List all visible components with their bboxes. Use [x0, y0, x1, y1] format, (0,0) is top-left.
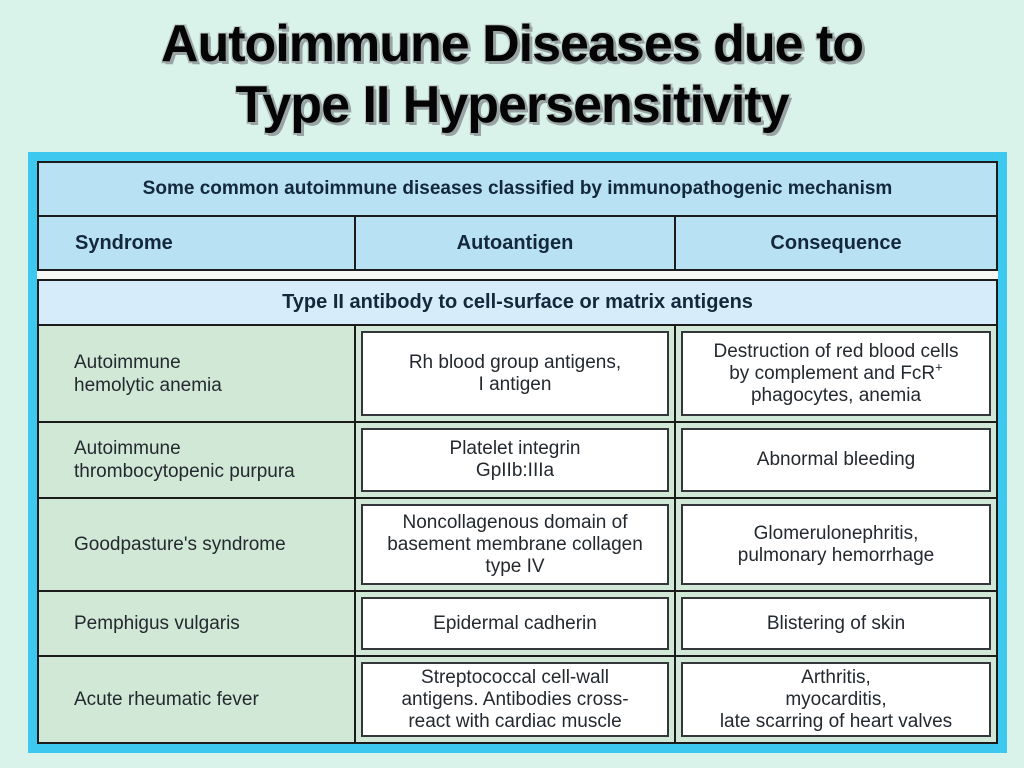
section-header-type2: Type II antibody to cell-surface or matrix antigens	[39, 281, 996, 326]
column-header-consequence: Consequence	[770, 231, 902, 254]
autoantigen-box	[361, 504, 669, 585]
consequence-text-line: by complement and FcR+	[729, 359, 943, 384]
column-header-syndrome: Syndrome	[39, 217, 356, 269]
consequence-box	[681, 428, 991, 492]
autoantigen-text-line: GpIIb:IIIa	[475, 460, 555, 481]
column-header-row	[39, 217, 996, 269]
consequence-text-line: pulmonary hemorrhage	[737, 544, 935, 566]
syndrome-text-line: Goodpasture's syndrome	[74, 534, 286, 555]
autoantigen-text-line: react with cardiac muscle	[408, 710, 622, 732]
syndrome-text-line: thrombocytopenic purpura	[74, 461, 295, 482]
syndrome-text-line: Pemphigus vulgaris	[74, 613, 240, 634]
table-body-block	[37, 279, 998, 744]
consequence-box	[681, 662, 991, 737]
consequence-cell	[676, 592, 996, 655]
autoantigen-text-line: Noncollagenous domain of	[402, 511, 628, 533]
autoantigen-box	[361, 662, 669, 737]
syndrome-text-line: Autoimmune	[74, 438, 181, 459]
consequence-text-line: Glomerulonephritis,	[753, 522, 919, 544]
consequence-box	[681, 504, 991, 585]
syndrome-cell	[39, 423, 356, 497]
consequence-box	[681, 331, 991, 416]
autoantigen-cell	[356, 592, 676, 655]
title-line-1: Autoimmune Diseases due to	[160, 15, 864, 73]
autoantigen-box	[361, 331, 669, 416]
column-header-autoantigen: Autoantigen	[356, 217, 676, 269]
slide-title	[0, 14, 1024, 136]
table-row	[39, 423, 996, 499]
autoantigen-cell	[356, 423, 676, 497]
autoantigen-text-line: I antigen	[478, 373, 552, 395]
syndrome-cell	[39, 326, 356, 421]
consequence-text-line: late scarring of heart valves	[719, 710, 953, 732]
fcr-superscript: +	[935, 359, 943, 375]
immunopathogenic-table	[37, 161, 998, 744]
autoantigen-text-line: Platelet integrin	[449, 438, 581, 459]
table-row	[39, 657, 996, 742]
autoantigen-text-line: Rh blood group antigens,	[408, 351, 622, 373]
consequence-text-line: Destruction of red blood cells	[713, 340, 959, 362]
consequence-cell	[676, 326, 996, 421]
syndrome-text-line: Autoimmune	[74, 351, 181, 373]
autoantigen-box	[361, 597, 669, 650]
autoantigen-cell	[356, 326, 676, 421]
title-line-2: Type II Hypersensitivity	[235, 75, 789, 134]
autoantigen-text-line: type IV	[485, 555, 545, 577]
syndrome-text-line: Acute rheumatic fever	[74, 689, 259, 710]
consequence-text-line: myocarditis,	[785, 688, 887, 710]
autoantigen-text-line: Epidermal cadherin	[433, 612, 597, 634]
consequence-text-line: Arthritis,	[801, 666, 871, 688]
consequence-text-line: Blistering of skin	[766, 612, 906, 634]
consequence-text-line: phagocytes, anemia	[750, 384, 922, 406]
syndrome-cell	[39, 592, 356, 655]
table-row	[39, 592, 996, 657]
table-frame	[28, 152, 1007, 753]
autoantigen-box	[361, 428, 669, 492]
table-row	[39, 326, 996, 423]
table-header-block	[37, 161, 998, 271]
consequence-cell	[676, 423, 996, 497]
syndrome-text-line: hemolytic anemia	[74, 374, 222, 396]
autoantigen-text-line: Streptococcal cell-wall	[421, 666, 609, 688]
autoantigen-cell	[356, 657, 676, 742]
table-row	[39, 499, 996, 592]
consequence-box	[681, 597, 991, 650]
consequence-cell	[676, 499, 996, 590]
autoantigen-text-line: antigens. Antibodies cross-	[401, 688, 629, 710]
syndrome-cell	[39, 657, 356, 742]
autoantigen-text-line: basement membrane collagen	[387, 533, 643, 555]
table-caption: Some common autoimmune diseases classified by immunopathogenic mechanism	[39, 163, 996, 217]
syndrome-cell	[39, 499, 356, 590]
header-body-gap	[37, 271, 998, 279]
consequence-text-line: Abnormal bleeding	[756, 449, 916, 470]
autoantigen-cell	[356, 499, 676, 590]
consequence-cell	[676, 657, 996, 742]
